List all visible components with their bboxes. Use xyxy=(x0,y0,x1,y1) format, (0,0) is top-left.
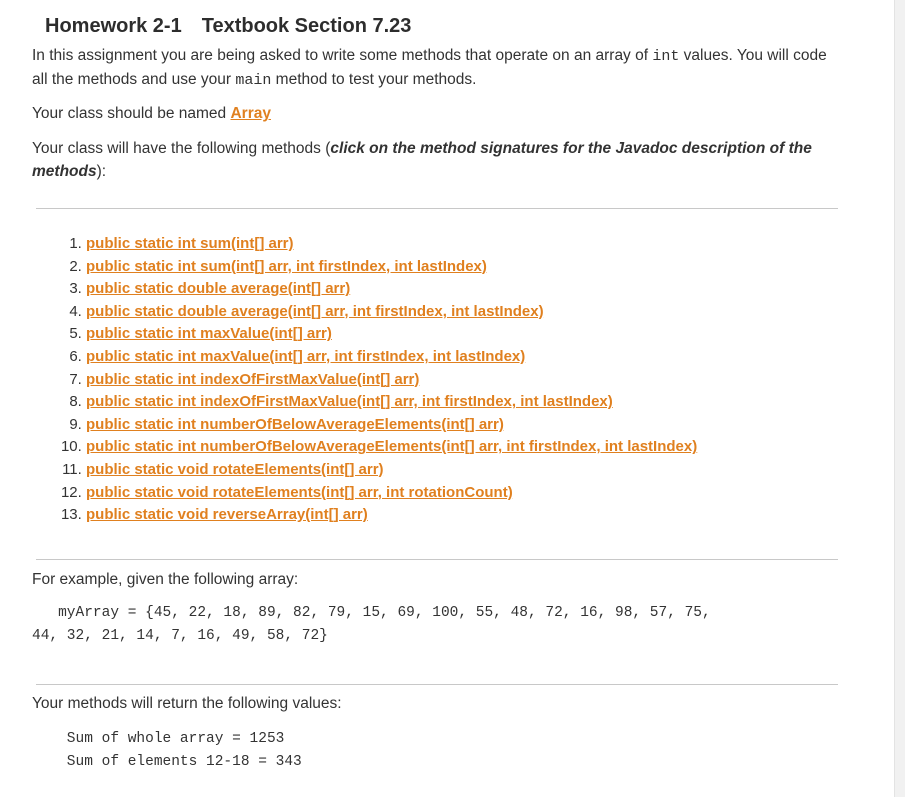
method-item xyxy=(32,414,697,437)
intro-text-b: values. You will code all the methods and use your xyxy=(32,47,827,88)
method-number: 12. xyxy=(60,483,82,501)
returns-intro: Your methods will return the following values: xyxy=(32,695,342,712)
method-item xyxy=(32,391,697,414)
intro-text-a: In this assignment you are being asked to write some methods that operate on an array of xyxy=(32,47,653,64)
method-link[interactable]: public static int indexOfFirstMaxValue(int[] arr) xyxy=(86,370,420,388)
page-title: Homework 2-1 Textbook Section 7.23 xyxy=(45,15,412,37)
method-item xyxy=(32,482,697,505)
method-number: 11. xyxy=(62,460,82,478)
method-number: 1. xyxy=(69,235,82,252)
method-link[interactable]: public static void reverseArray(int[] arr) xyxy=(86,506,368,524)
divider xyxy=(36,684,838,685)
method-list xyxy=(32,233,697,527)
method-number: 3. xyxy=(69,280,82,298)
methods-intro-paragraph xyxy=(32,137,840,183)
method-item xyxy=(32,459,697,482)
intro-text-c: method to test your methods. xyxy=(271,71,477,88)
method-link[interactable]: public static int sum(int[] arr) xyxy=(86,235,294,252)
method-item xyxy=(32,278,697,301)
method-number: 8. xyxy=(69,393,82,411)
intro-code-main: main xyxy=(235,72,272,89)
method-link[interactable]: public static int sum(int[] arr, int firstIndex, int lastIndex) xyxy=(86,257,487,275)
method-link[interactable]: public static double average(int[] arr, int firstIndex, int lastIndex) xyxy=(86,302,544,320)
method-link[interactable]: public static void rotateElements(int[] arr, int rotationCount) xyxy=(86,483,513,501)
method-number: 5. xyxy=(69,325,82,343)
method-number: 10. xyxy=(60,438,82,456)
example-intro: For example, given the following array: xyxy=(32,571,299,588)
method-link[interactable]: public static void rotateElements(int[] arr) xyxy=(86,460,384,478)
method-number: 6. xyxy=(69,347,82,365)
method-item xyxy=(32,256,697,279)
method-number: 13. xyxy=(60,506,82,524)
method-item xyxy=(32,301,697,324)
method-link[interactable]: public static int indexOfFirstMaxValue(int[] arr, int firstIndex, int lastIndex) xyxy=(86,393,613,411)
method-number: 9. xyxy=(69,415,82,433)
method-item xyxy=(32,346,697,369)
method-number: 4. xyxy=(69,302,82,320)
method-link[interactable]: public static int maxValue(int[] arr) xyxy=(86,325,332,343)
method-number: 2. xyxy=(69,257,82,275)
intro-code-int: int xyxy=(652,48,680,65)
example-array-code: myArray = {45, 22, 18, 89, 82, 79, 15, 69, 100, 55, 48, 72, 16, 98, 57, 75, 44, 32, 21, 14, 7, 16, 49, 58, 72} xyxy=(32,605,711,644)
method-item xyxy=(32,233,697,256)
method-link[interactable]: public static int numberOfBelowAverageElements(int[] arr) xyxy=(86,415,504,433)
class-name-paragraph xyxy=(32,102,840,125)
methods-intro-prefix: Your class will have the following methods ( xyxy=(32,140,331,157)
method-link[interactable]: public static int numberOfBelowAverageElements(int[] arr, int firstIndex, int lastIndex) xyxy=(86,438,698,456)
method-item xyxy=(32,436,697,459)
method-link[interactable]: public static double average(int[] arr) xyxy=(86,280,351,298)
method-item xyxy=(32,323,697,346)
method-number: 7. xyxy=(69,370,82,388)
method-item xyxy=(32,369,697,392)
returns-code: Sum of whole array = 1253 Sum of elements 12-18 = 343 xyxy=(66,731,302,770)
intro-paragraph xyxy=(32,44,840,92)
method-link[interactable]: public static int maxValue(int[] arr, int firstIndex, int lastIndex) xyxy=(86,347,526,365)
class-name-prefix: Your class should be named xyxy=(32,105,231,122)
method-item xyxy=(32,504,697,527)
vertical-scrollbar[interactable] xyxy=(894,0,905,797)
methods-intro-suffix: ): xyxy=(96,163,107,180)
array-class-link[interactable]: Array xyxy=(230,105,271,122)
divider xyxy=(36,559,838,560)
divider xyxy=(36,208,838,209)
methods-intro-emphasis: click on the method signatures for the Javadoc description of the methods xyxy=(32,140,812,180)
